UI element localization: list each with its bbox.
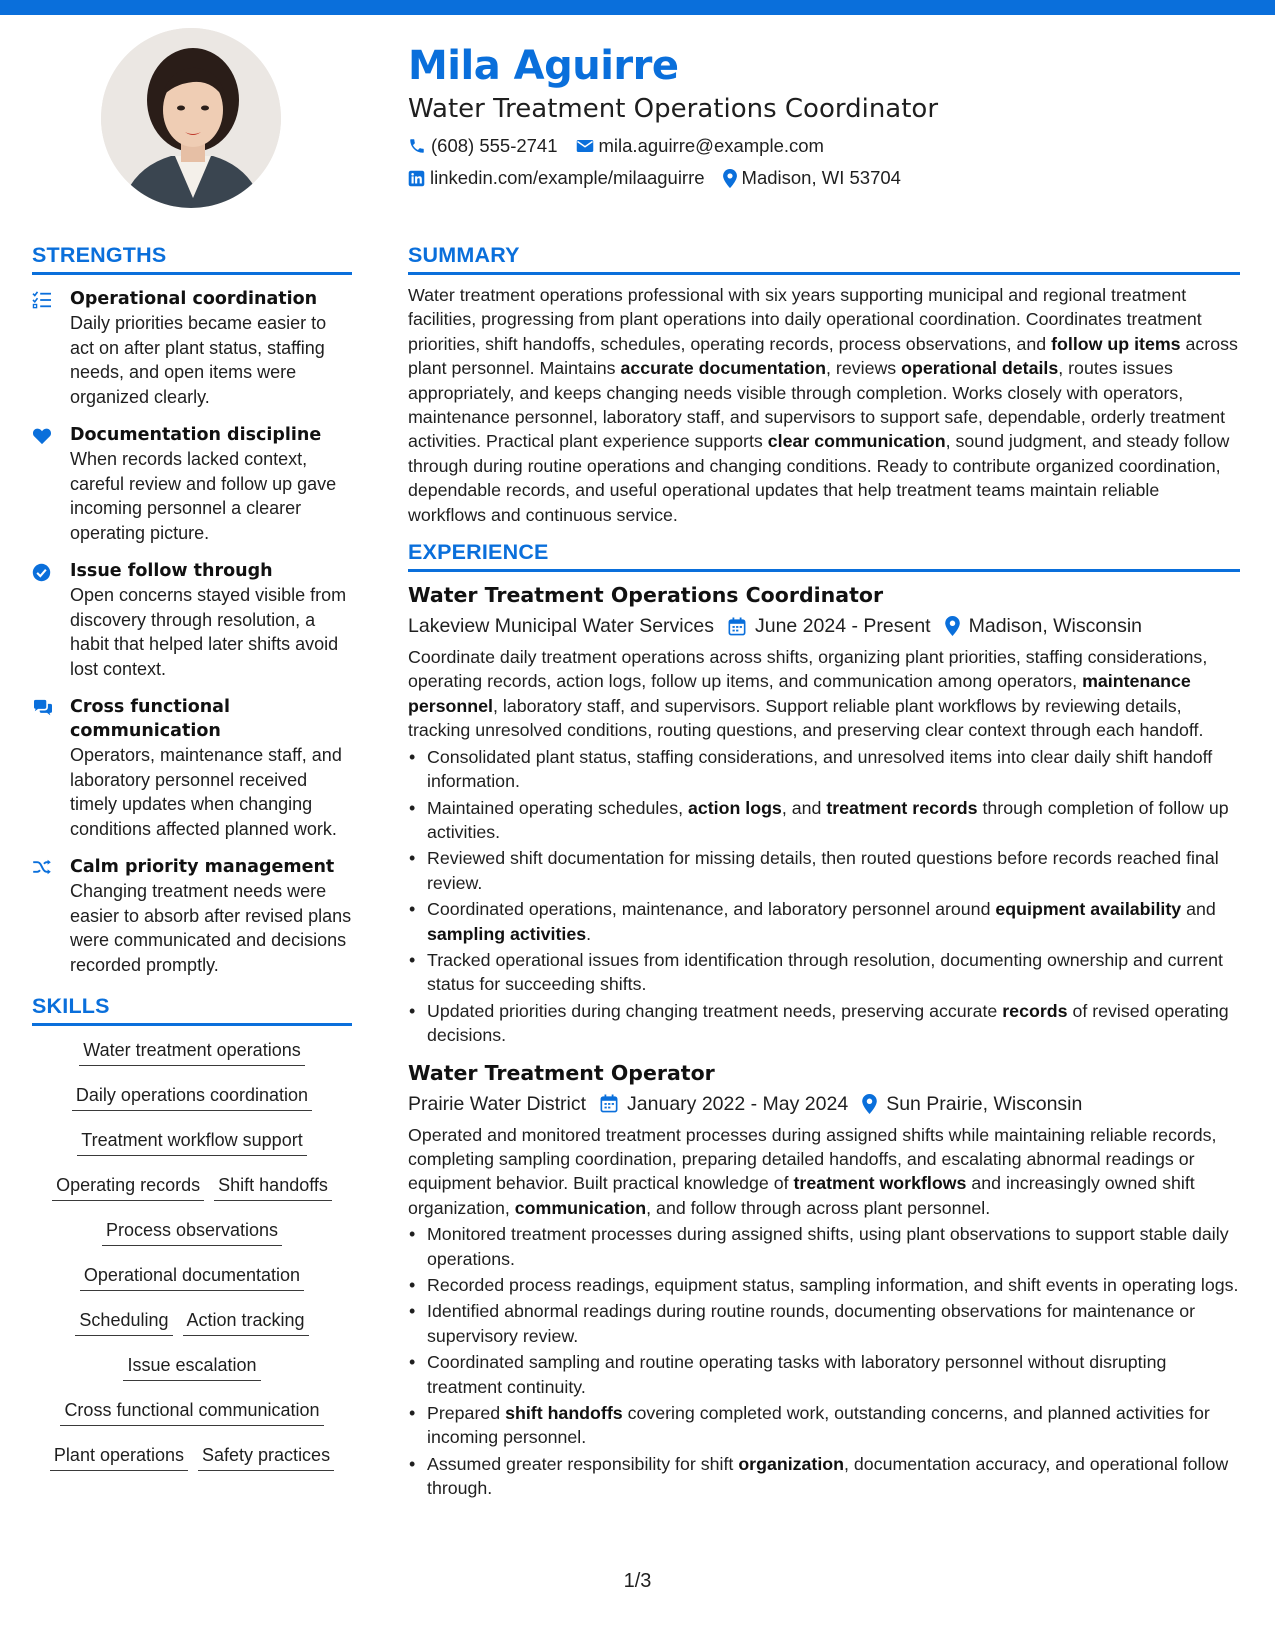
bullet-item: • Monitored treatment processes during assigned shifts, using plant observations to support stable daily operations. [408, 1222, 1240, 1271]
skill-tag: Daily operations coordination [72, 1083, 312, 1111]
experience-section [408, 537, 1240, 1501]
chat-bubbles-icon [32, 699, 54, 717]
job-title: Water Treatment Operator [408, 1060, 715, 1085]
bullet-item: • Prepared shift handoffs covering completed work, outstanding concerns, and planned activities for incoming personnel. [408, 1401, 1240, 1450]
calendar-icon [728, 617, 746, 636]
skill-row [32, 1128, 352, 1173]
strength-title: Documentation discipline [70, 425, 322, 445]
skill-row [32, 1038, 352, 1083]
job-bullets [408, 745, 1240, 1048]
job-entry [408, 580, 1240, 1048]
strength-title: Cross functional communication [70, 697, 230, 741]
checklist-icon [32, 291, 52, 309]
phone-text: (608) 555-2741 [431, 135, 558, 156]
company-name: Prairie Water District [408, 1092, 587, 1115]
map-pin-icon [723, 169, 737, 188]
left-column [32, 240, 352, 1488]
phone-icon [408, 137, 426, 155]
strength-desc: Open concerns stayed visible from discovery through resolution, a habit that helped later shifts avoid lost context. [70, 585, 347, 679]
skill-row [32, 1218, 352, 1263]
heart-icon [32, 427, 52, 445]
page-indicator: 1/3 [623, 1570, 652, 1592]
linkedin-text: linkedin.com/example/milaaguirre [430, 167, 705, 188]
top-accent-bar [0, 0, 1275, 15]
strengths-list [32, 287, 352, 977]
summary-heading: SUMMARY [408, 240, 1240, 275]
phone-contact[interactable] [408, 135, 558, 157]
strength-item [32, 559, 352, 681]
profile-photo [101, 28, 281, 208]
job-location: Sun Prairie, Wisconsin [862, 1088, 1082, 1120]
shuffle-icon [32, 859, 52, 875]
bullet-item: • Tracked operational issues from identification through resolution, documenting ownership and current status for succeeding shifts. [408, 948, 1240, 997]
job-title: Water Treatment Operations Coordinator [408, 583, 884, 608]
skill-tag: Cross functional communication [60, 1398, 323, 1426]
skill-tag: Treatment workflow support [77, 1128, 306, 1156]
profile-photo-illustration [101, 28, 281, 208]
job-location: Madison, Wisconsin [945, 610, 1142, 642]
location-contact [723, 167, 901, 189]
job-meta [408, 610, 1240, 642]
strength-desc: When records lacked context, careful review and follow up gave incoming personnel a clearer operating picture. [70, 449, 337, 543]
strength-item [32, 423, 352, 545]
strength-title: Calm priority management [70, 857, 335, 877]
bullet-item: • Maintained operating schedules, action logs, and treatment records through completion of follow up activities. [408, 796, 1240, 845]
job-bullets [408, 1222, 1240, 1500]
skills-list [32, 1038, 352, 1488]
strength-desc: Daily priorities became easier to act on after plant status, staffing needs, and open items were organized clearly. [70, 313, 327, 407]
skill-row [32, 1443, 352, 1488]
strength-title: Operational coordination [70, 289, 318, 309]
skills-heading: SKILLS [32, 991, 352, 1026]
job-description: Operated and monitored treatment processes during assigned shifts while maintaining reliable records, completing sampling coordination, preparing detailed handoffs, and escalating abnormal readings or equipment behavior. Built practical knowledge of treatment workflows and increasingly owned shift organization, communication, and follow through across plant personnel. [408, 1124, 1217, 1218]
skill-row [32, 1083, 352, 1128]
right-column [408, 240, 1240, 1503]
bullet-item: • Recorded process readings, equipment status, sampling information, and shift events in operating logs. [408, 1273, 1240, 1297]
contact-row-2 [408, 162, 1238, 194]
check-circle-icon [32, 563, 51, 582]
skill-row [32, 1353, 352, 1398]
skill-tag: Scheduling [75, 1308, 172, 1336]
jobs-list [408, 580, 1240, 1501]
candidate-title: Water Treatment Operations Coordinator [408, 94, 939, 124]
job-meta [408, 1088, 1240, 1120]
job-entry [408, 1058, 1240, 1501]
skill-tag: Process observations [102, 1218, 282, 1246]
job-description: Coordinate daily treatment operations across shifts, organizing plant priorities, staffing considerations, operating records, action logs, follow up items, and communication among operators, maintenance personnel, laboratory staff, and supervisors. Support reliable plant workflows by reviewing details, tracking unresolved conditions, routing questions, and preserving clear context through each handoff. [408, 647, 1208, 741]
location-text: Madison, WI 53704 [741, 167, 901, 188]
linkedin-contact[interactable] [408, 167, 705, 189]
company-name: Lakeview Municipal Water Services [408, 615, 714, 638]
linkedin-icon [408, 170, 425, 187]
candidate-name: Mila Aguirre [408, 43, 679, 89]
skill-tag: Action tracking [183, 1308, 309, 1336]
skill-tag: Shift handoffs [214, 1173, 332, 1201]
calendar-icon [600, 1094, 618, 1113]
bullet-item: • Consolidated plant status, staffing considerations, and unresolved items into clear daily shift handoff information. [408, 745, 1240, 794]
bullet-item: • Assumed greater responsibility for shift organization, documentation accuracy, and operational follow through. [408, 1452, 1240, 1501]
bullet-item: • Identified abnormal readings during routine rounds, documenting observations for maintenance or supervisory review. [408, 1299, 1240, 1348]
skill-row [32, 1308, 352, 1353]
strengths-heading: STRENGTHS [32, 240, 352, 275]
job-dates: June 2024 - Present [728, 610, 931, 642]
strength-item [32, 287, 352, 409]
job-dates: January 2022 - May 2024 [600, 1088, 848, 1120]
strength-item [32, 855, 352, 977]
skill-row [32, 1398, 352, 1443]
map-pin-icon [945, 616, 960, 636]
skills-section [32, 991, 352, 1488]
contact-row-1 [408, 130, 1238, 162]
email-contact[interactable] [576, 135, 824, 157]
skill-tag: Plant operations [50, 1443, 188, 1471]
bullet-item: • Updated priorities during changing treatment needs, preserving accurate records of revised operating decisions. [408, 999, 1240, 1048]
map-pin-icon [862, 1094, 877, 1114]
experience-heading: EXPERIENCE [408, 537, 1240, 572]
skill-row [32, 1263, 352, 1308]
skill-tag: Water treatment operations [79, 1038, 304, 1066]
resume-header [408, 40, 1238, 194]
email-text: mila.aguirre@example.com [598, 135, 824, 156]
skill-tag: Issue escalation [123, 1353, 260, 1381]
bullet-item: • Coordinated operations, maintenance, and laboratory personnel around equipment availability and sampling activities. [408, 897, 1240, 946]
bullet-item: • Coordinated sampling and routine operating tasks with laboratory personnel without disrupting treatment continuity. [408, 1350, 1240, 1399]
envelope-icon [576, 138, 594, 154]
skill-tag: Operating records [52, 1173, 204, 1201]
bullet-item: • Reviewed shift documentation for missing details, then routed questions before records reached final review. [408, 846, 1240, 895]
strength-desc: Operators, maintenance staff, and laboratory personnel received timely updates when changing conditions affected planned work. [70, 745, 342, 839]
strength-title: Issue follow through [70, 561, 273, 581]
skill-tag: Safety practices [198, 1443, 334, 1471]
skill-tag: Operational documentation [80, 1263, 304, 1291]
summary-text: Water treatment operations professional with six years supporting municipal and regional treatment facilities, progressing from plant operations into daily operational coordination. Coordinates treatment priorities, shift handoffs, schedules, operating records, process observations, and follow up items across plant personnel. Maintains accurate documentation, reviews operational details, routes issues appropriately, and keeps changing needs visible through completion. Works closely with operators, maintenance personnel, laboratory staff, and supervisors to support safe, dependable, orderly treatment activities. Practical plant experience supports clear communication, sound judgment, and steady follow through during routine operations and changing conditions. Ready to contribute organized coordination, dependable records, and useful operational updates that help treatment teams maintain reliable workflows and continuous service. [408, 285, 1238, 525]
strength-desc: Changing treatment needs were easier to absorb after revised plans were communicated and decisions recorded promptly. [70, 881, 352, 975]
skill-row [32, 1173, 352, 1218]
strength-item [32, 695, 352, 841]
